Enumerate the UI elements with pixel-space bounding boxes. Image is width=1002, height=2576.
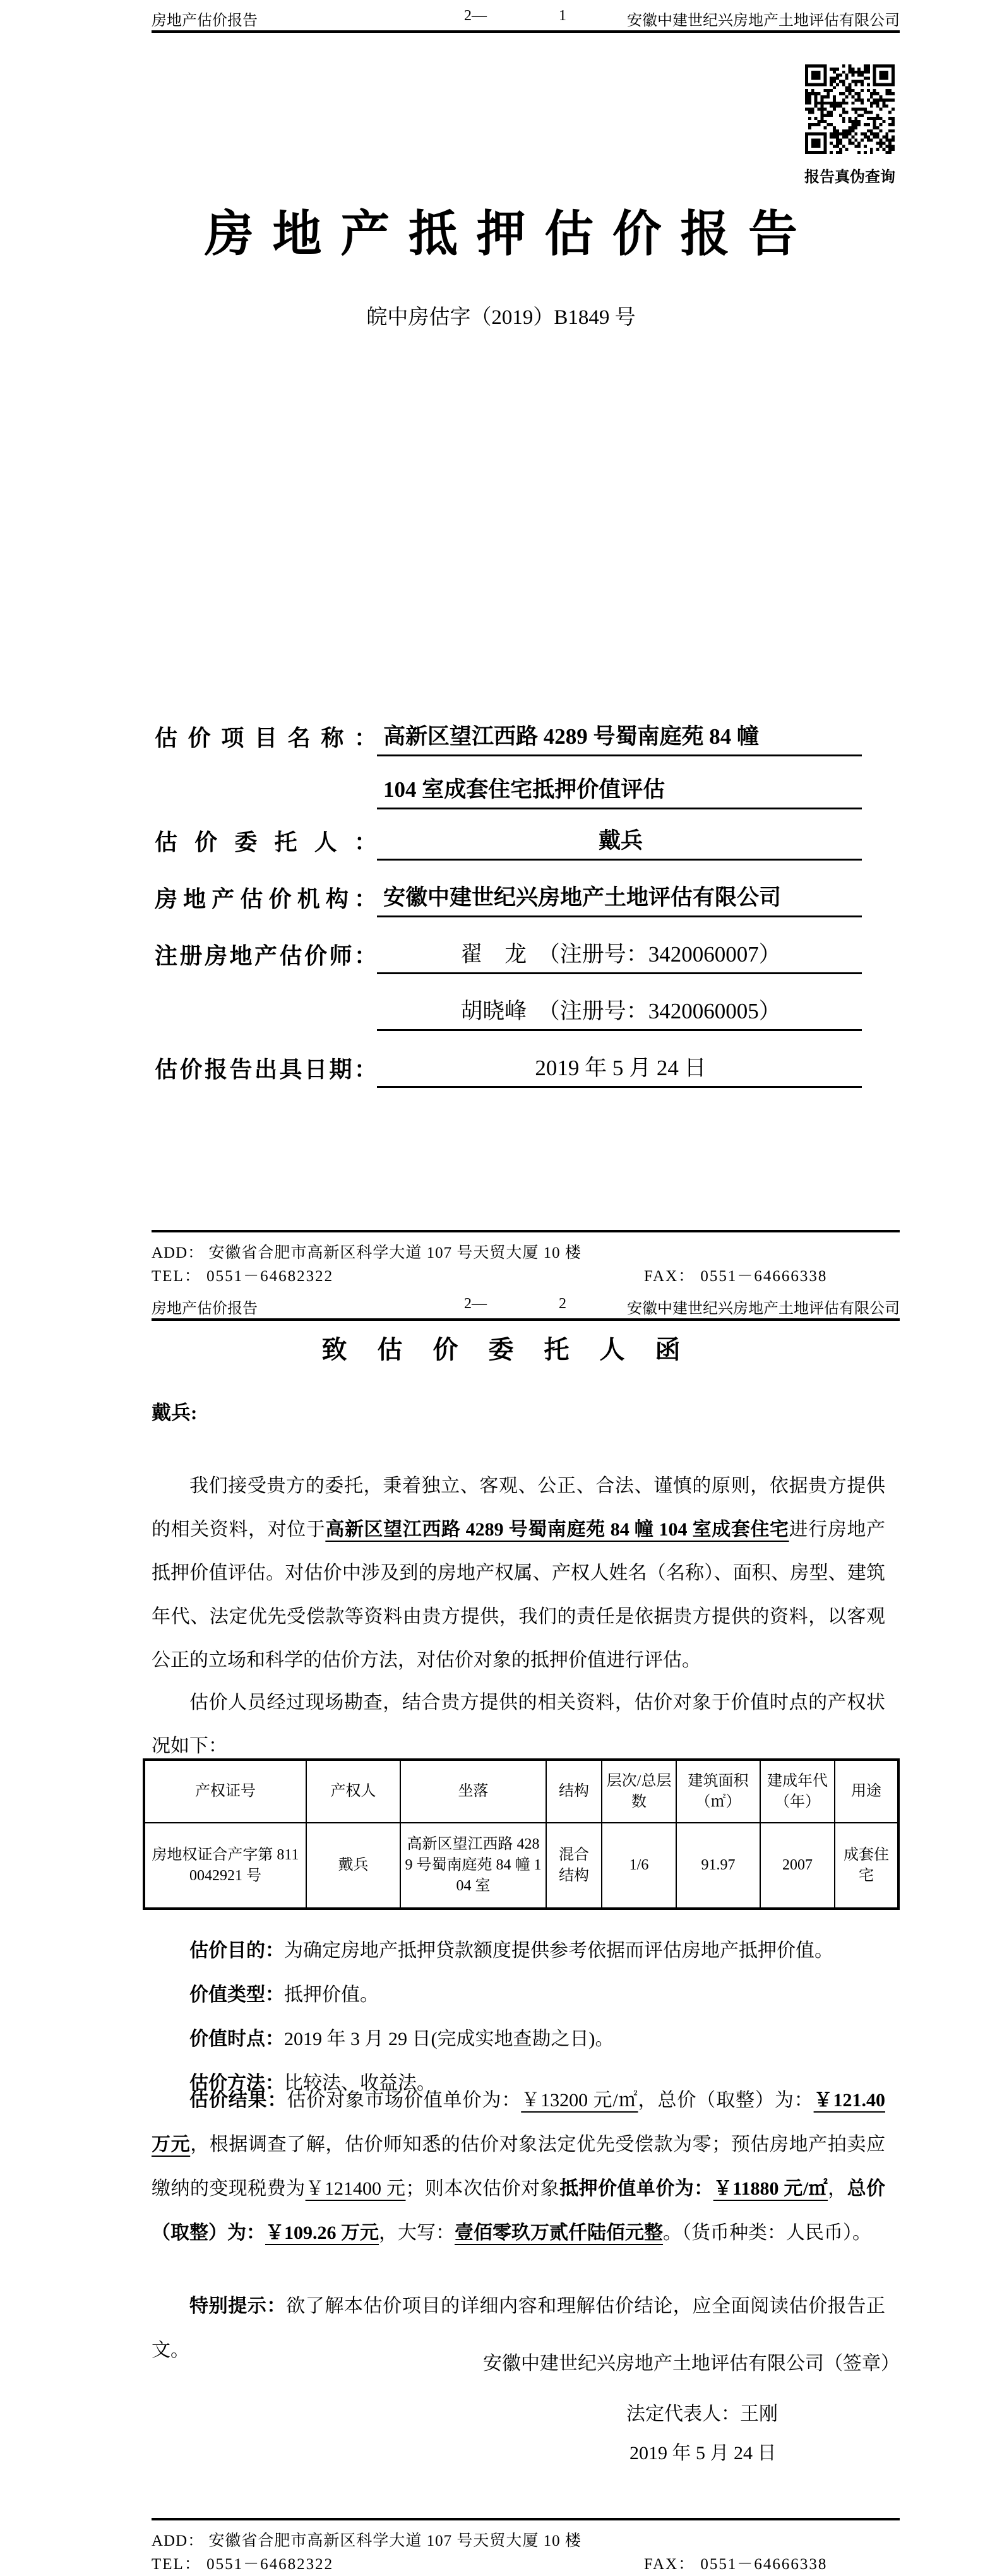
col-area: 建筑面积（㎡） bbox=[676, 1760, 760, 1823]
item-appraisal-purpose: 估价目的：为确定房地产抵押贷款额度提供参考依据而评估房地产抵押价值。 bbox=[189, 1940, 833, 1961]
header-pages-mark: 2— bbox=[464, 8, 487, 24]
field-appraiser2-value: 胡晓峰 （注册号：3420060005） bbox=[377, 994, 862, 1031]
table-header-row bbox=[144, 1760, 898, 1823]
page1-running-header bbox=[152, 8, 900, 29]
field-appraiser1-value: 翟 龙 （注册号：3420060007） bbox=[377, 937, 862, 974]
field-client-value: 戴兵 bbox=[377, 823, 862, 861]
table-data-row bbox=[144, 1823, 898, 1909]
signature-legal-representative: 法定代表人：王刚 bbox=[626, 2404, 778, 2424]
field-appraiser-2 bbox=[155, 994, 862, 1031]
letter-paragraph-1: 我们接受贵方的委托，秉着独立、客观、公正、合法、谨慎的原则，依据贵方提供的相关资料，对位于高新区望江西路 4289 号蜀南庭苑 84 幢 104 室成套住宅进行房地产抵押价值评估。对估价中涉及到的房地产权属、产权人姓名（名称）、面积、房型、建筑年代、法定优先受偿款等资料由贵方提供，我们的责任是依据贵方提供的资料，以客观公正的立场和科学的估价方法，对估价对象的抵押价值进行评估。 bbox=[152, 1476, 886, 1671]
field-issue-date bbox=[155, 1051, 862, 1088]
page2-running-header bbox=[152, 1296, 900, 1317]
col-build-year: 建成年代（年） bbox=[760, 1760, 835, 1823]
col-location: 坐落 bbox=[400, 1760, 546, 1823]
footer-rule bbox=[152, 1230, 900, 1232]
field-agency-value: 安徽中建世纪兴房地产土地评估有限公司 bbox=[377, 880, 862, 917]
field-client-label: 估价委托人： bbox=[155, 830, 377, 855]
item-value-type: 价值类型：抵押价值。 bbox=[189, 1984, 379, 2005]
col-use: 用途 bbox=[835, 1760, 898, 1823]
header-doc-type: 房地产估价报告 bbox=[152, 1301, 258, 1317]
field-project-name-line1 bbox=[155, 720, 862, 756]
header-page-number: 1 bbox=[559, 8, 566, 24]
header-pages-mark: 2— bbox=[464, 1296, 487, 1312]
cell-use: 成套住宅 bbox=[835, 1823, 898, 1909]
item-value-date: 价值时点：2019 年 3 月 29 日(完成实地查勘之日)。 bbox=[189, 2029, 614, 2049]
cell-structure: 混合结构 bbox=[546, 1823, 602, 1909]
col-structure: 结构 bbox=[546, 1760, 602, 1823]
item-appraisal-result: 估价结果：估价对象市场价值单价为：￥13200 元/㎡，总价（取整）为：￥121.40 万元，根据调查了解，估价师知悉的估价对象法定优先受偿款为零；预估房地产拍卖应缴纳的变现税费为￥121400 元；则本次估价对象抵押价值单价为：￥11880 元/㎡，总价（取整）为：￥109.26 万元，大写：壹佰零玖万贰仟陆佰元整。（货币种类：人民币）。 bbox=[152, 2090, 886, 2243]
signature-company-seal: 安徽中建世纪兴房地产土地评估有限公司（签章） bbox=[483, 2353, 900, 2374]
property-rights-table bbox=[143, 1758, 900, 1910]
cell-location: 高新区望江西路 4289 号蜀南庭苑 84 幢 104 室 bbox=[400, 1823, 546, 1909]
field-appraiser-1 bbox=[155, 938, 862, 974]
field-date-label: 估价报告出具日期： bbox=[155, 1057, 377, 1082]
col-floor: 层次/总层数 bbox=[602, 1760, 676, 1823]
header-company-name: 安徽中建世纪兴房地产土地评估有限公司 bbox=[627, 13, 900, 29]
field-agency bbox=[155, 881, 862, 917]
field-appraiser-label: 注册房地产估价师： bbox=[155, 943, 377, 969]
footer-rule bbox=[152, 2518, 900, 2520]
footer-address: ADD： 安徽省合肥市高新区科学大道 107 号天贸大厦 10 楼 bbox=[152, 2532, 582, 2549]
cell-owner: 戴兵 bbox=[306, 1823, 400, 1909]
field-empty-label bbox=[155, 1027, 377, 1031]
col-owner: 产权人 bbox=[306, 1760, 400, 1823]
header-page-number: 2 bbox=[559, 1296, 566, 1312]
field-project-value-line1: 高新区望江西路 4289 号蜀南庭苑 84 幢 bbox=[377, 719, 862, 756]
qr-caption: 报告真伪查询 bbox=[804, 169, 895, 186]
footer-address: ADD： 安徽省合肥市高新区科学大道 107 号天贸大厦 10 楼 bbox=[152, 1244, 582, 1261]
cell-cert-no: 房地权证合产字第 8110042921 号 bbox=[144, 1823, 306, 1909]
field-date-value: 2019 年 5 月 24 日 bbox=[377, 1051, 862, 1088]
qr-code bbox=[805, 64, 895, 154]
item-appraisal-method: 估价方法：比较法、收益法。 bbox=[189, 2073, 436, 2094]
cell-area: 91.97 bbox=[676, 1823, 760, 1909]
report-title: 房地产抵押估价报告 bbox=[204, 206, 816, 261]
report-doc-number: 皖中房估字（2019）B1849 号 bbox=[366, 306, 636, 329]
col-cert-no: 产权证号 bbox=[144, 1760, 306, 1823]
cell-build-year: 2007 bbox=[760, 1823, 835, 1909]
field-agency-label: 房地产估价机构： bbox=[155, 886, 377, 912]
field-project-label: 估价项目名称： bbox=[155, 725, 377, 751]
letter-paragraph-2: 估价人员经过现场勘查，结合贵方提供的相关资料，估价对象于价值时点的产权状况如下： bbox=[152, 1692, 885, 1756]
footer-telephone: TEL： 0551－64682322 bbox=[152, 1268, 334, 1285]
field-project-value-line2: 104 室成套住宅抵押价值评估 bbox=[377, 772, 862, 809]
footer-fax: FAX： 0551－64666338 bbox=[644, 2556, 828, 2573]
item-special-notice: 特别提示：欲了解本估价项目的详细内容和理解估价结论，应全面阅读估价报告正文。 bbox=[152, 2296, 886, 2361]
field-client bbox=[155, 824, 862, 861]
page-2-letter bbox=[0, 1288, 1002, 2576]
letter-salutation: 戴兵: bbox=[152, 1402, 198, 1424]
field-empty-label bbox=[155, 806, 377, 809]
footer-telephone: TEL： 0551－64682322 bbox=[152, 2556, 334, 2573]
field-project-name-line2 bbox=[155, 773, 862, 809]
letter-title: 致估价委托人函 bbox=[321, 1335, 711, 1364]
cell-floor: 1/6 bbox=[602, 1823, 676, 1909]
footer-fax: FAX： 0551－64666338 bbox=[644, 1268, 828, 1285]
header-company-name: 安徽中建世纪兴房地产土地评估有限公司 bbox=[627, 1301, 900, 1317]
header-rule bbox=[152, 30, 900, 33]
header-doc-type: 房地产估价报告 bbox=[152, 13, 258, 29]
signature-date: 2019 年 5 月 24 日 bbox=[629, 2443, 777, 2464]
header-rule bbox=[152, 1318, 900, 1321]
